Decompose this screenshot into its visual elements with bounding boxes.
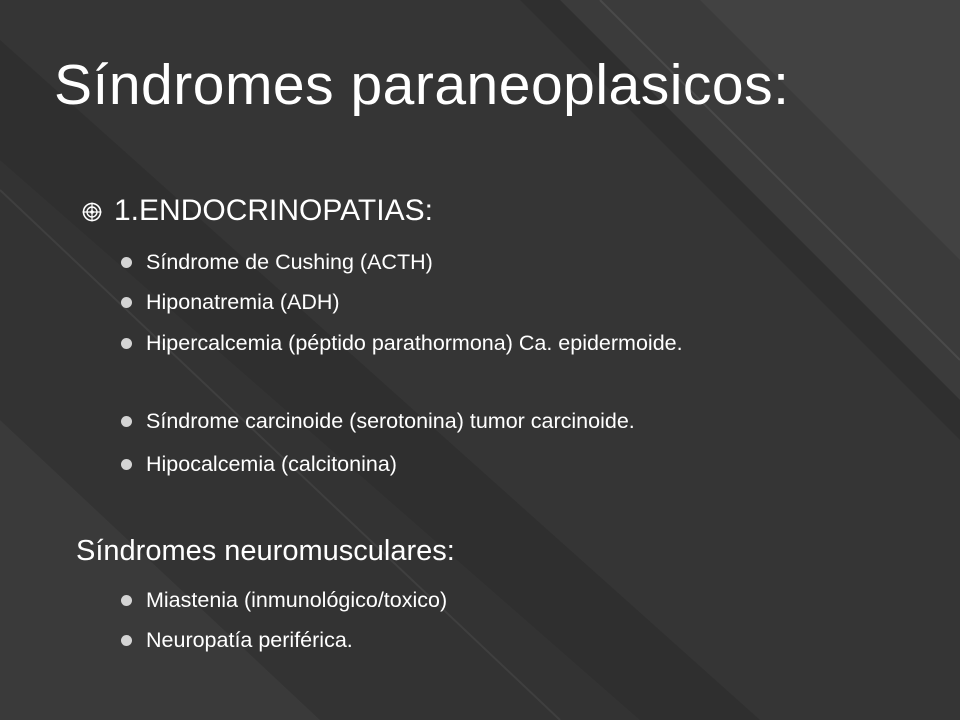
list-item-text: Neuropatía periférica. bbox=[146, 628, 353, 652]
list-item-text: Síndrome carcinoide (serotonina) tumor carcinoide. bbox=[146, 409, 635, 433]
list-item-text: Síndrome de Cushing (ACTH) bbox=[146, 250, 433, 274]
bullet-dot-icon bbox=[121, 459, 132, 470]
list-item bbox=[121, 247, 433, 278]
list-item bbox=[121, 449, 397, 480]
list-item bbox=[121, 328, 766, 359]
list-item-text: Hipocalcemia (calcitonina) bbox=[146, 452, 397, 476]
target-icon bbox=[82, 202, 102, 222]
list-item bbox=[121, 625, 353, 656]
list-item bbox=[121, 585, 447, 616]
bullet-dot-icon bbox=[121, 338, 132, 349]
list-item bbox=[121, 287, 340, 318]
section-heading-text: 1.ENDOCRINOPATIAS: bbox=[114, 194, 433, 227]
section-neuromusculares-heading: Síndromes neuromusculares: bbox=[76, 535, 455, 567]
list-item bbox=[121, 406, 635, 437]
list-item-text: Hiponatremia (ADH) bbox=[146, 290, 340, 314]
bullet-dot-icon bbox=[121, 595, 132, 606]
bullet-dot-icon bbox=[121, 635, 132, 646]
slide-title: Síndromes paraneoplasicos: bbox=[54, 53, 790, 117]
bullet-dot-icon bbox=[121, 257, 132, 268]
section-endocrinopatias-heading bbox=[82, 194, 433, 228]
bullet-dot-icon bbox=[121, 297, 132, 308]
bullet-dot-icon bbox=[121, 416, 132, 427]
list-item-text: Miastenia (inmunológico/toxico) bbox=[146, 588, 448, 612]
list-item-text: Hipercalcemia (péptido parathormona) Ca. epidermoide. bbox=[146, 331, 683, 355]
